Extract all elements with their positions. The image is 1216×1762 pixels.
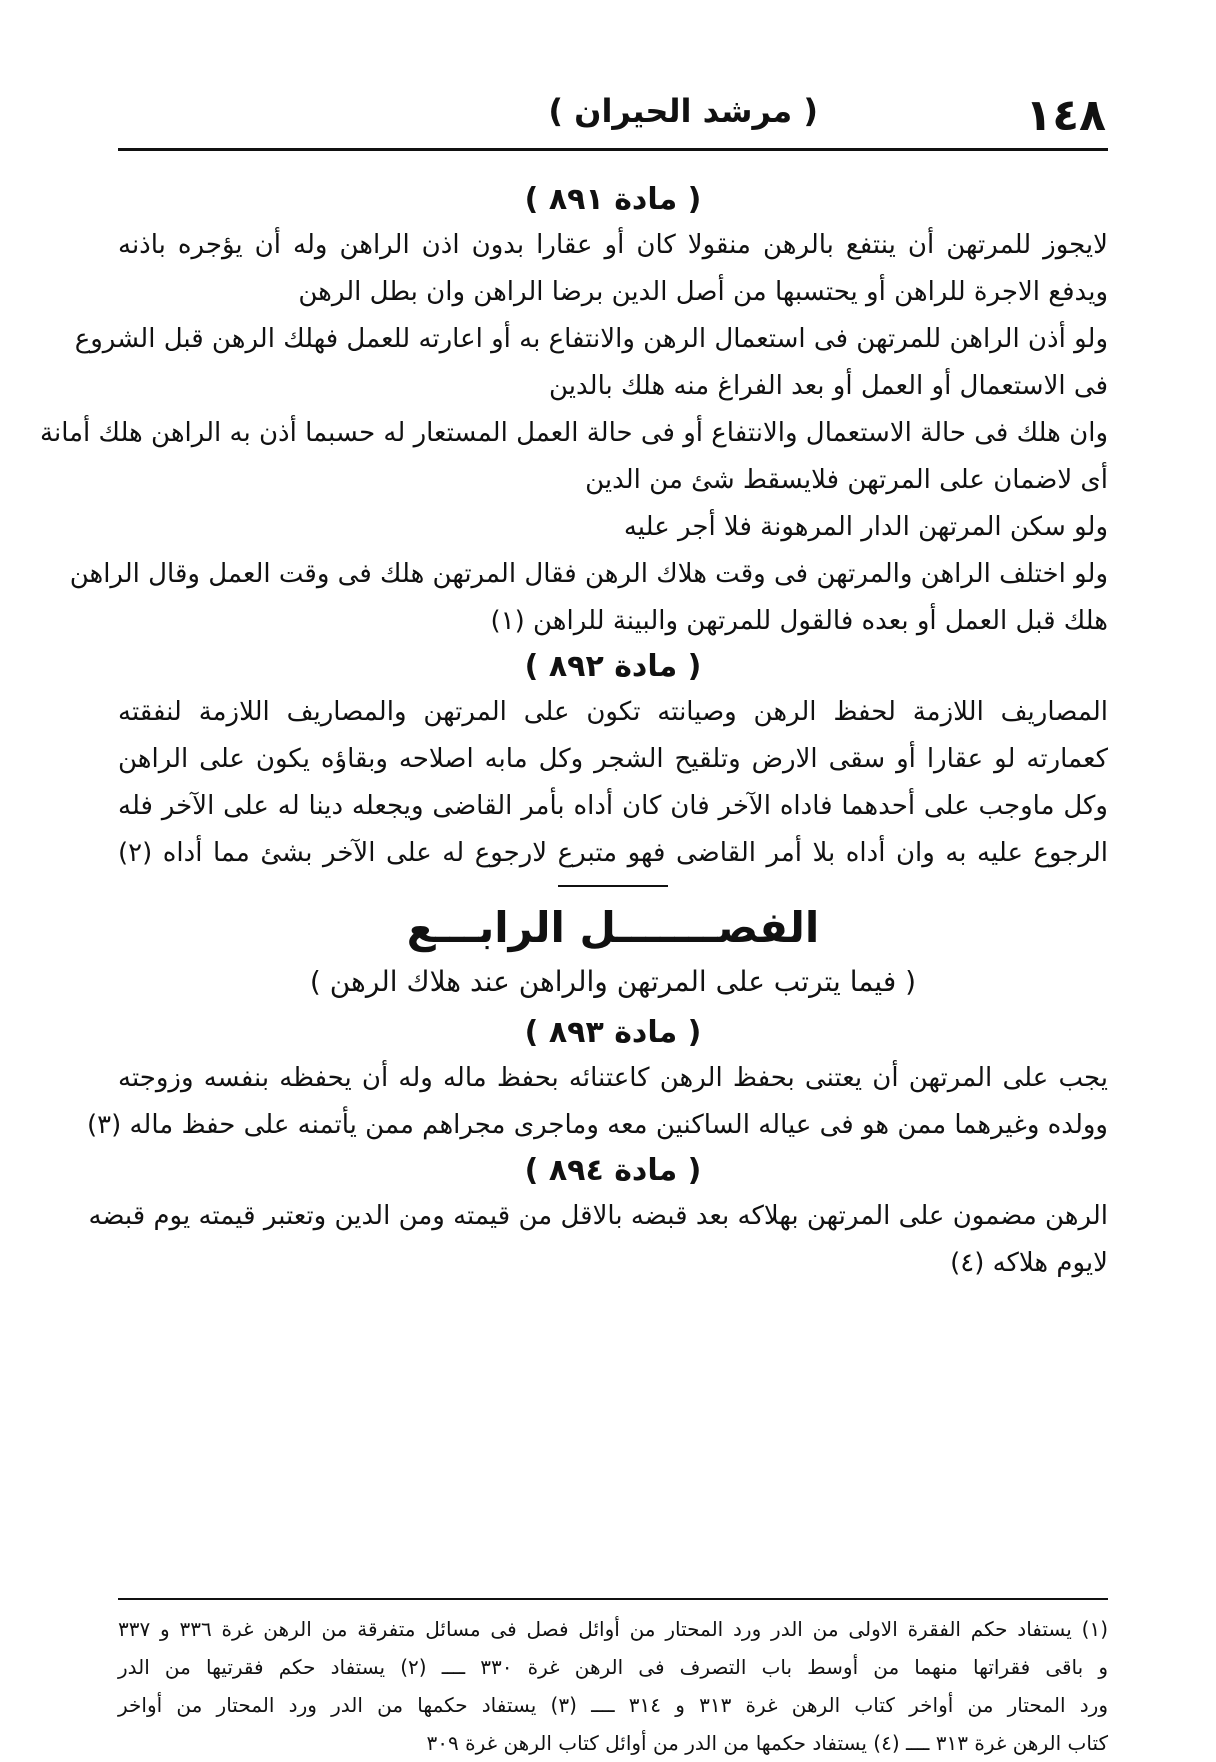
- page-body: [40, 178, 1108, 1287]
- text-line: هلك قبل العمل أو بعده فالقول للمرتهن والبينة للراهن (١): [490, 606, 1108, 636]
- chapter-subtitle: ( فيما يترتب على المرتهن والراهن عند هلاك الرهن ): [309, 965, 917, 998]
- article-heading: ( مادة ٨٩١ ): [524, 182, 702, 217]
- footnote-line: و باقى فقراتها منهما من أوسط باب التصرف فى الرهن غرة ٣٣٠ ــــ (٢) يستفاد حكم فقرتيها من الدر: [118, 1655, 1108, 1679]
- article-heading: ( مادة ٨٩٤ ): [524, 1153, 702, 1188]
- text-line: لايجوز للمرتهن أن ينتفع بالرهن منقولا كان أو عقارا بدون اذن الراهن وله أن يؤجره باذنه: [118, 230, 1108, 260]
- section-divider: [558, 885, 668, 887]
- document-page: [40, 78, 1109, 1755]
- page-number: ١٤٨: [1025, 90, 1106, 141]
- article-892: [118, 645, 1108, 877]
- text-line: ويدفع الاجرة للراهن أو يحتسبها من أصل الدين برضا الراهن وان بطل الرهن: [298, 277, 1108, 307]
- footnote-line: (١) يستفاد حكم الفقرة الاولى من الدر ورد المحتار من أوائل فصل فى مسائل متفرقة من الرهن غرة ٣٣٦ و ٣٣٧: [118, 1617, 1109, 1641]
- text-line: ولو اختلف الراهن والمرتهن فى وقت هلاك الرهن فقال المرتهن هلك فى وقت العمل وقال الراهن: [69, 559, 1108, 589]
- text-line: ولو سكن المرتهن الدار المرهونة فلا أجر عليه: [623, 512, 1108, 542]
- text-line: أى لاضمان على المرتهن فلايسقط شئ من الدين: [585, 465, 1108, 495]
- text-line: يجب على المرتهن أن يعتنى بحفظ الرهن كاعتنائه بحفظ ماله وله أن يحفظه بنفسه وزوجته: [118, 1063, 1108, 1093]
- text-line: وولده وغيرهما ممن هو فى عياله الساكنين معه وماجرى مجراهم ممن يأتمنه على حفظ ماله (٣): [86, 1110, 1108, 1140]
- footnotes: [118, 1610, 1108, 1762]
- article-heading: ( مادة ٨٩٣ ): [524, 1015, 702, 1050]
- running-header: [118, 78, 1108, 148]
- footnote-line: كتاب الرهن غرة ٣١٣ ــــ (٤) يستفاد حكمها من الدر من أوائل كتاب الرهن غرة ٣٠٩: [426, 1731, 1108, 1755]
- text-line: كعمارته لو عقارا أو سقى الارض وتلقيح الشجر وكل مابه اصلاحه وبقاؤه يكون على الراهن: [118, 744, 1108, 774]
- header-rule: [118, 148, 1108, 151]
- book-title: ( مرشد الحيران ): [548, 92, 818, 130]
- text-line: فى الاستعمال أو العمل أو بعد الفراغ منه هلك بالدين: [548, 371, 1108, 401]
- article-894: [88, 1149, 1108, 1287]
- article-893: [86, 1011, 1108, 1149]
- text-line: ولو أذن الراهن للمرتهن فى استعمال الرهن والانتفاع به أو اعارته للعمل فهلك الرهن قبل الشروع: [74, 324, 1108, 354]
- text-line: وان هلك فى حالة الاستعمال والانتفاع أو فى حالة العمل المستعار له حسبما أذن به الراهن هلك أمانة: [40, 418, 1108, 448]
- text-line: لايوم هلاكه (٤): [950, 1248, 1108, 1278]
- article-891: [40, 178, 1108, 645]
- text-line: المصاريف اللازمة لحفظ الرهن وصيانته تكون على المرتهن والمصاريف اللازمة لنفقته: [118, 697, 1108, 727]
- text-line: الرهن مضمون على المرتهن بهلاكه بعد قبضه بالاقل من قيمته ومن الدين وتعتبر قيمته يوم قبضه: [88, 1201, 1108, 1231]
- footnote-line: ورد المحتار من أواخر كتاب الرهن غرة ٣١٣ و ٣١٤ ــــ (٣) يستفاد حكمها من الدر ورد المحتار من أواخر: [118, 1693, 1108, 1717]
- chapter-title: الفصـــــــل الرابـــع: [406, 903, 820, 952]
- article-heading: ( مادة ٨٩٢ ): [524, 649, 702, 684]
- text-line: وكل ماوجب على أحدهما فاداه الآخر فان كان أداه بأمر القاضى ويجعله دينا له على الآخر فله: [118, 791, 1108, 821]
- footnote-rule: [118, 1598, 1108, 1600]
- text-line: الرجوع عليه به وان أداه بلا أمر القاضى فهو متبرع لارجوع له على الآخر بشئ مما أداه (٢): [118, 838, 1108, 868]
